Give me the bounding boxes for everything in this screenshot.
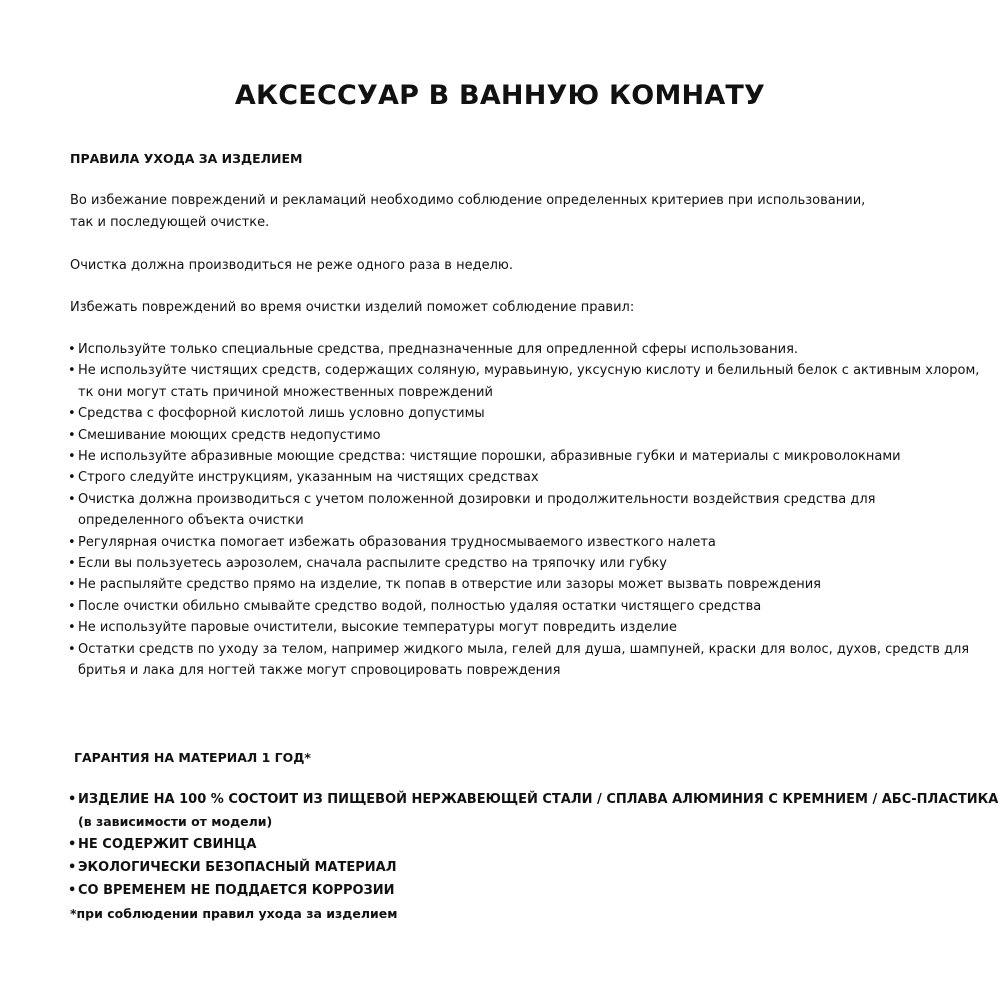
care-rule: • Не используйте чистящих средств, содержащих соляную, муравьиную, уксусную кислоту и белильный белок с активным хлором, тк они могут стать причиной множественных повреждений	[68, 360, 979, 403]
warranty-feature: • НЕ СОДЕРЖИТ СВИНЦА	[68, 833, 998, 856]
care-rule: • Средства с фосфорной кислотой лишь условно допустимы	[68, 403, 979, 424]
care-rule: • Не распыляйте средство прямо на изделие, тк попав в отверстие или зазоры может вызвать повреждения	[68, 574, 979, 595]
care-rules-list	[68, 339, 979, 682]
care-rule: • Очистка должна производиться с учетом положенной дозировки и продолжительности воздействия средства для определенного объекта очистки	[68, 489, 979, 532]
warranty-feature: • ЭКОЛОГИЧЕСКИ БЕЗОПАСНЫЙ МАТЕРИАЛ	[68, 856, 998, 879]
care-intro	[70, 190, 865, 233]
rules-intro: Избежать повреждений во время очистки изделий поможет соблюдение правил:	[70, 300, 635, 315]
care-rule: • Не используйте абразивные моющие средства: чистящие порошки, абразивные губки и материалы с микроволокнами	[68, 446, 979, 467]
care-rule: • Не используйте паровые очистители, высокие температуры могут повредить изделие	[68, 617, 979, 638]
care-rule: • Регулярная очистка помогает избежать образования трудносмываемого известкого налета	[68, 532, 979, 553]
warranty-features-list	[68, 788, 998, 902]
warranty-feature-note: (в зависимости от модели)	[78, 814, 273, 829]
page-title: АКСЕССУАР В ВАННУЮ КОМНАТУ	[234, 80, 766, 111]
cleaning-frequency: Очистка должна производиться не реже одного раза в неделю.	[70, 258, 513, 273]
care-rule: • Если вы пользуетесь аэрозолем, сначала распылите средство на тряпочку или губку	[68, 553, 979, 574]
warranty-feature: • СО ВРЕМЕНЕМ НЕ ПОДДАЕТСЯ КОРРОЗИИ	[68, 879, 998, 902]
care-heading: ПРАВИЛА УХОДА ЗА ИЗДЕЛИЕМ	[70, 151, 303, 166]
care-rule: • Используйте только специальные средства, предназначенные для опредленной сферы использования.	[68, 339, 979, 360]
care-rule: • Смешивание моющих средств недопустимо	[68, 425, 979, 446]
care-rule: • После очистки обильно смывайте средство водой, полностью удаляя остатки чистящего средства	[68, 596, 979, 617]
warranty-heading: ГАРАНТИЯ НА МАТЕРИАЛ 1 ГОД*	[74, 750, 311, 765]
care-rule: • Остатки средств по уходу за телом, например жидкого мыла, гелей для душа, шампуней, краски для волос, духов, средств для бритья и лака для ногтей также могут спровоцировать повреждения	[68, 639, 979, 682]
care-intro-line-2: так и последующей очистке.	[70, 214, 270, 230]
warranty-footnote: *при соблюдении правил ухода за изделием	[70, 906, 398, 921]
care-intro-line-1: Во избежание повреждений и рекламаций необходимо соблюдение определенных критериев при использовании,	[70, 193, 866, 208]
warranty-feature: • ИЗДЕЛИЕ НА 100 % СОСТОИТ ИЗ ПИЩЕВОЙ НЕРЖАВЕЮЩЕЙ СТАЛИ / СПЛАВА АЛЮМИНИЯ С КРЕМНИЕМ / АБС-ПЛАСТИКА (в зависимости от модели)	[68, 788, 998, 833]
care-rule: • Строго следуйте инструкциям, указанным на чистящих средствах	[68, 467, 979, 488]
